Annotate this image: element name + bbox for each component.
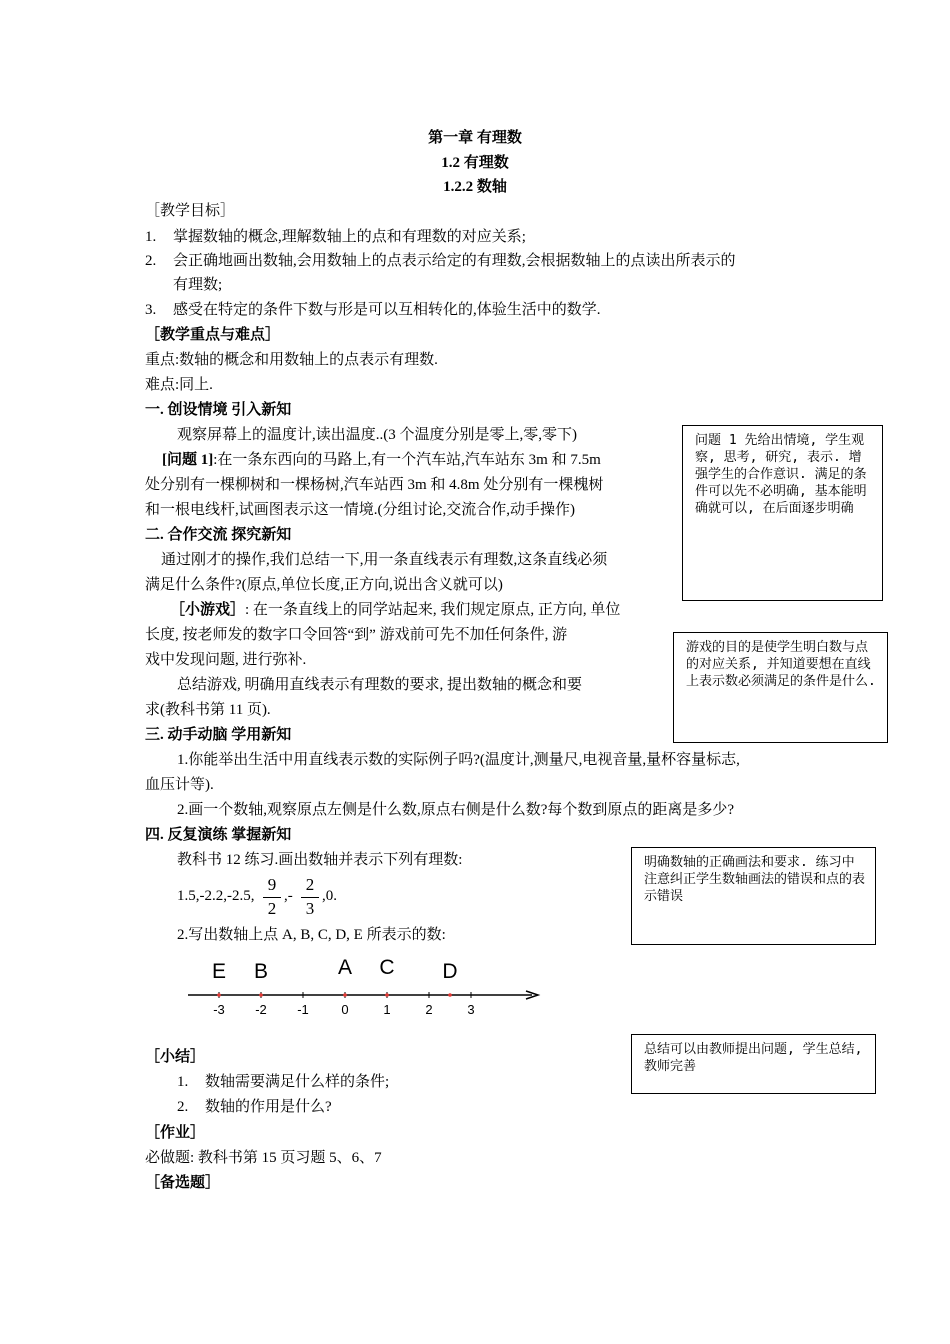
part2-line2: 满足什么条件?(原点,单位长度,正方向,说出含义就可以) bbox=[145, 577, 503, 593]
goal-num-2: 2. bbox=[145, 253, 157, 269]
part2-line3 bbox=[170, 600, 620, 620]
axis-point-label: A bbox=[337, 956, 352, 979]
part2-line3-text: : 在一条直线上的同学站起来, 我们规定原点, 正方向, 单位 bbox=[245, 602, 621, 618]
part1-line2 bbox=[162, 450, 601, 470]
homework-heading: ［作业］ bbox=[145, 1125, 206, 1141]
summary-text-2: 数轴的作用是什么? bbox=[205, 1099, 332, 1115]
side-note-4: 总结可以由教师提出问题, 学生总结, 教师完善 bbox=[631, 1034, 876, 1094]
number-line-figure bbox=[180, 955, 550, 1025]
axis-point-label: C bbox=[379, 956, 395, 979]
goal-text-2-cont: 有理数; bbox=[173, 277, 223, 293]
part2-line1: 通过刚才的操作,我们总结一下,用一条直线表示有理数,这条直线必须 bbox=[161, 552, 608, 568]
part1-line4: 和一根电线杆,试画图表示这一情境.(分组讨论,交流合作,动手操作) bbox=[145, 502, 575, 518]
homework-required: 必做题: 教科书第 15 页习题 5、6、7 bbox=[145, 1150, 382, 1166]
difficult-point-text: 难点:同上. bbox=[145, 377, 213, 393]
part2-line5: 戏中发现问题, 进行弥补. bbox=[145, 652, 307, 668]
part1-line3: 处分别有一棵柳树和一棵杨树,汽车站西 3m 和 4.8m 处分别有一棵槐树 bbox=[145, 477, 604, 493]
axis-point-marker bbox=[259, 993, 263, 997]
axis-tick-label: -2 bbox=[255, 1002, 267, 1017]
chapter-title: 第一章 有理数 bbox=[428, 130, 522, 146]
fraction1-numerator: 9 bbox=[267, 875, 277, 894]
section-title: 1.2 有理数 bbox=[441, 155, 509, 171]
summary-num-2: 2. bbox=[177, 1099, 189, 1115]
fraction2-bar bbox=[301, 897, 319, 898]
part3-line1: 1.你能举出生活中用直线表示数的实际例子吗?(温度计,测量尺,电视音量,量杯容量标志, bbox=[177, 752, 740, 768]
part4-line3: 2.写出数轴上点 A, B, C, D, E 所表示的数: bbox=[177, 927, 446, 943]
part1-line1: 观察屏幕上的温度计,读出温度..(3 个温度分别是零上,零,零下) bbox=[177, 427, 577, 443]
question1-label: [问题 1] bbox=[162, 452, 214, 468]
fraction-9-over-2 bbox=[262, 875, 282, 921]
part1-line2-text: :在一条东西向的马路上,有一个汽车站,汽车站东 3m 和 7.5m bbox=[213, 452, 601, 468]
axis-tick-label: 3 bbox=[467, 1002, 475, 1017]
part3-line3: 2.画一个数轴,观察原点左侧是什么数,原点右侧是什么数?每个数到原点的距离是多少? bbox=[177, 802, 735, 818]
part3-heading: 三. 动手动脑 学用新知 bbox=[145, 727, 292, 743]
part2-line4: 长度, 按老师发的数字口令回答“到” 游戏前可先不加任何条件, 游 bbox=[145, 627, 568, 643]
part2-heading: 二. 合作交流 探究新知 bbox=[145, 527, 292, 543]
axis-point-label: E bbox=[211, 960, 226, 983]
part1-heading: 一. 创设情境 引入新知 bbox=[145, 402, 292, 418]
axis-tick-label: -1 bbox=[297, 1002, 309, 1017]
optional-heading: ［备选题］ bbox=[145, 1175, 221, 1191]
fraction-2-over-3 bbox=[300, 875, 320, 921]
fraction1-bar bbox=[263, 897, 281, 898]
axis-point-marker bbox=[217, 993, 221, 997]
game-label: ［小游戏］ bbox=[170, 602, 246, 618]
numbers-separator: ,- bbox=[284, 888, 293, 904]
axis-point-marker bbox=[448, 993, 452, 997]
part4-line1: 教科书 12 练习.画出数轴并表示下列有理数: bbox=[177, 852, 463, 868]
goal-text-1: 掌握数轴的概念,理解数轴上的点和有理数的对应关系; bbox=[173, 229, 526, 245]
axis-tick-label: 1 bbox=[383, 1002, 391, 1017]
key-point-text: 重点:数轴的概念和用数轴上的点表示有理数. bbox=[145, 352, 438, 368]
summary-text-1: 数轴需要满足什么样的条件; bbox=[205, 1074, 390, 1090]
summary-num-1: 1. bbox=[177, 1074, 189, 1090]
side-note-2: 游戏的目的是使学生明白数与点的对应关系, 并知道要想在直线上表示数必须满足的条件是什么. bbox=[673, 632, 888, 743]
goals-heading: ［教学目标］ bbox=[145, 203, 236, 219]
goal-text-2: 会正确地画出数轴,会用数轴上的点表示给定的有理数,会根据数轴上的点读出所表示的 bbox=[173, 253, 736, 269]
summary-heading: ［小结］ bbox=[145, 1049, 206, 1065]
axis-tick-label: -3 bbox=[213, 1002, 225, 1017]
side-note-3: 明确数轴的正确画法和要求. 练习中注意纠正学生数轴画法的错误和点的表示错误 bbox=[631, 847, 876, 945]
keypoints-heading: ［教学重点与难点］ bbox=[145, 327, 281, 343]
goal-num-3: 3. bbox=[145, 302, 157, 318]
goal-text-3: 感受在特定的条件下数与形是可以互相转化的,体验生活中的数学. bbox=[173, 302, 601, 318]
number-line-svg bbox=[180, 955, 550, 1025]
part4-heading: 四. 反复演练 掌握新知 bbox=[145, 827, 292, 843]
axis-point-label: B bbox=[253, 960, 268, 983]
numbers-suffix: ,0. bbox=[322, 888, 337, 904]
side-note-1: 问题 1 先给出情境, 学生观察, 思考, 研究, 表示. 增强学生的合作意识. 满足的条件可以先不必明确, 基本能明确就可以, 在后面逐步明确 bbox=[682, 425, 883, 601]
numbers-prefix: 1.5,-2.2,-2.5, bbox=[177, 888, 255, 904]
subsection-title: 1.2.2 数轴 bbox=[443, 179, 507, 195]
fraction2-denominator: 3 bbox=[305, 899, 315, 918]
part3-line2: 血压计等). bbox=[145, 777, 214, 793]
part2-line6: 总结游戏, 明确用直线表示有理数的要求, 提出数轴的概念和要 bbox=[177, 677, 583, 693]
fraction1-denominator: 2 bbox=[267, 899, 277, 918]
axis-tick-label: 2 bbox=[425, 1002, 433, 1017]
axis-point-marker bbox=[385, 993, 389, 997]
axis-point-label: D bbox=[442, 960, 458, 983]
axis-point-marker bbox=[343, 993, 347, 997]
fraction2-numerator: 2 bbox=[305, 875, 315, 894]
part2-line7: 求(教科书第 11 页). bbox=[145, 702, 271, 718]
goal-num-1: 1. bbox=[145, 229, 157, 245]
axis-tick-label: 0 bbox=[341, 1002, 349, 1017]
